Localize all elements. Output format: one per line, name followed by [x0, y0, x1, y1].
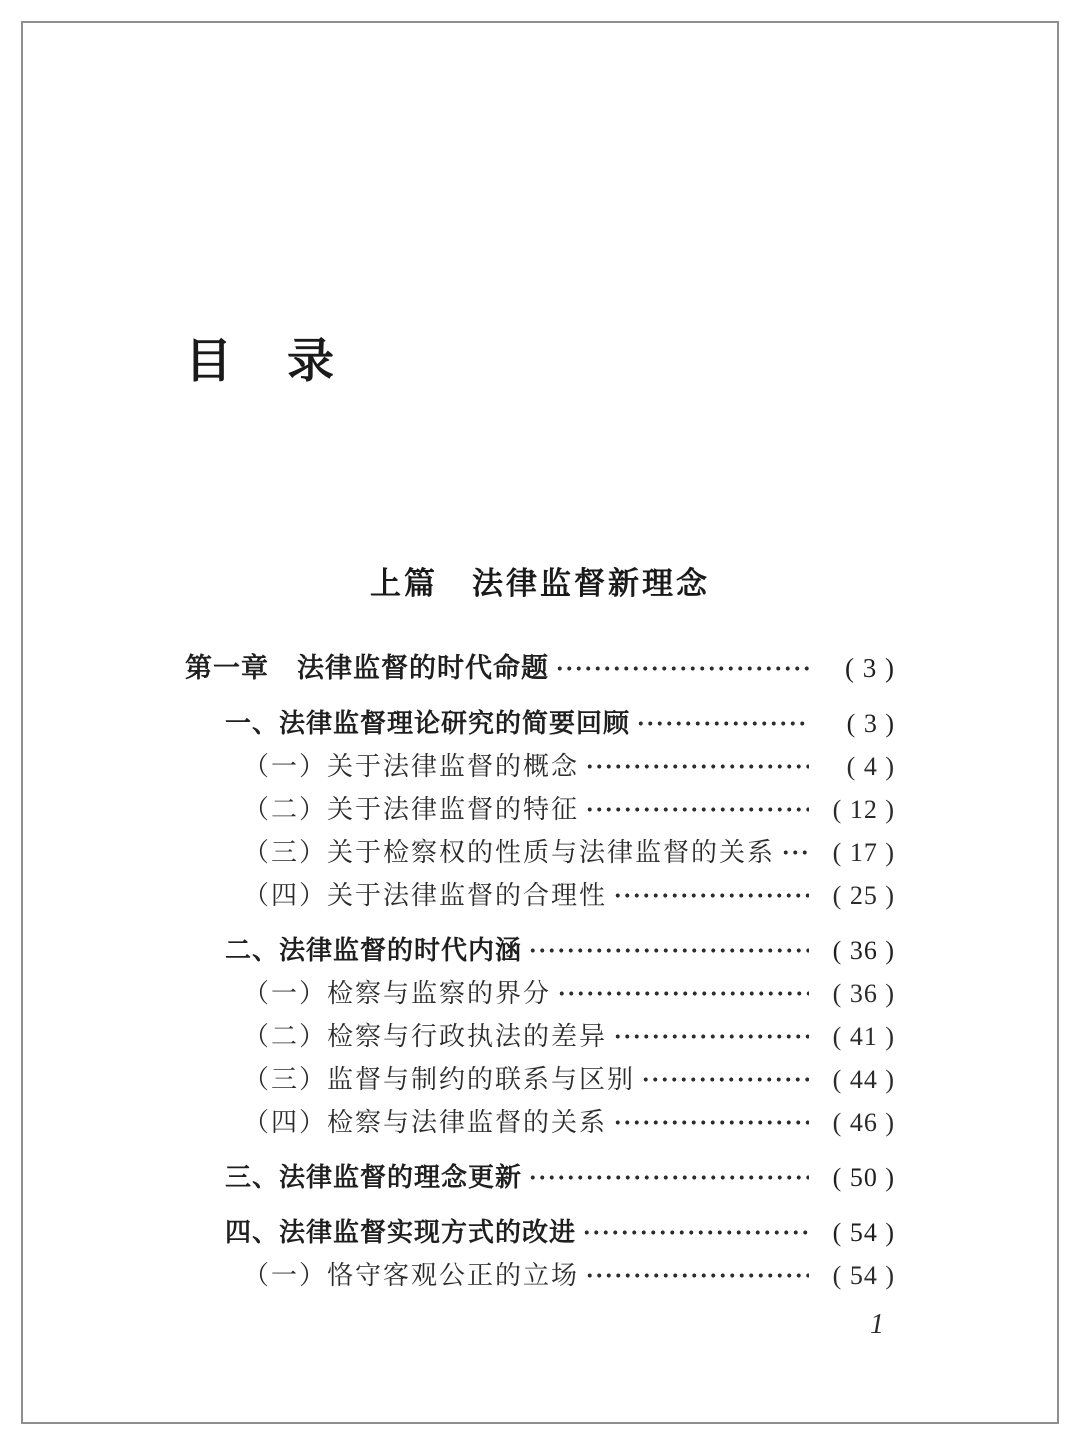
toc-entry-page-number: ( 36 ) [832, 936, 895, 965]
toc-entry [185, 788, 895, 831]
toc-entry [185, 972, 895, 1015]
toc-entry [185, 702, 895, 745]
toc-entry-label: （三）监督与制约的联系与区别 [243, 1065, 636, 1094]
toc-entry-label: 第一章 法律监督的时代命题 [185, 653, 549, 683]
toc-entry-page-number: ( 3 ) [846, 709, 895, 738]
dot-leader [585, 745, 809, 788]
dot-leader [641, 1058, 809, 1101]
toc-entry-page-number: ( 46 ) [832, 1108, 895, 1137]
toc-entry [185, 1156, 895, 1199]
toc-entry-page-number: ( 41 ) [832, 1022, 895, 1051]
part-heading: 上篇 法律监督新理念 [370, 566, 710, 601]
dot-leader [636, 702, 809, 745]
toc-entry [185, 1254, 895, 1297]
toc-entry-label: （一）恪守客观公正的立场 [243, 1261, 580, 1290]
toc-entry [185, 1101, 895, 1144]
toc-entry [185, 1015, 895, 1058]
toc-entry-label: （二）检察与行政执法的差异 [243, 1022, 608, 1051]
toc-entry-page-number: ( 36 ) [832, 979, 895, 1008]
toc-entry-label: （一）关于法律监督的概念 [243, 752, 580, 781]
toc-entry-page-number: ( 54 ) [832, 1218, 895, 1247]
toc-entry [185, 874, 895, 917]
toc-entry-page-number: ( 50 ) [832, 1163, 895, 1192]
toc-entry-page-number: ( 3 ) [845, 653, 895, 683]
page-title: 目 录 [185, 336, 338, 388]
toc-entry [185, 831, 895, 874]
toc-entry-label: 四、法律监督实现方式的改进 [225, 1218, 577, 1247]
toc-entry-label: （四）关于法律监督的合理性 [243, 881, 608, 910]
toc-entry-page-number: ( 17 ) [832, 838, 895, 867]
folio-page-number: 1 [870, 1309, 884, 1340]
toc-entry-label: （一）检察与监察的界分 [243, 979, 552, 1008]
toc-entry-label: 二、法律监督的时代内涵 [225, 936, 523, 965]
page-content [185, 0, 895, 1297]
dot-leader [613, 874, 809, 917]
toc-entry [185, 745, 895, 788]
dot-leader [781, 831, 809, 874]
dot-leader [555, 647, 809, 690]
toc-entry-page-number: ( 54 ) [832, 1261, 895, 1290]
toc-entry-page-number: ( 4 ) [846, 752, 895, 781]
dot-leader [528, 1156, 809, 1199]
toc-entry [185, 647, 895, 690]
toc-entry-page-number: ( 25 ) [832, 881, 895, 910]
toc-entry-label: （二）关于法律监督的特征 [243, 795, 580, 824]
toc-entry [185, 929, 895, 972]
toc-entry-page-number: ( 12 ) [832, 795, 895, 824]
dot-leader [585, 1254, 809, 1297]
toc-entry-label: 三、法律监督的理念更新 [225, 1163, 523, 1192]
dot-leader [613, 1015, 809, 1058]
dot-leader [582, 1211, 809, 1254]
dot-leader [528, 929, 809, 972]
toc-entry-label: （四）检察与法律监督的关系 [243, 1108, 608, 1137]
toc-entry [185, 1211, 895, 1254]
toc-entry-page-number: ( 44 ) [832, 1065, 895, 1094]
dot-leader [585, 788, 809, 831]
toc-entry-label: 一、法律监督理论研究的简要回顾 [225, 709, 631, 738]
dot-leader [613, 1101, 809, 1144]
toc-entry-label: （三）关于检察权的性质与法律监督的关系 [243, 838, 776, 867]
toc-entry [185, 1058, 895, 1101]
toc-list [185, 647, 895, 1297]
dot-leader [557, 972, 809, 1015]
